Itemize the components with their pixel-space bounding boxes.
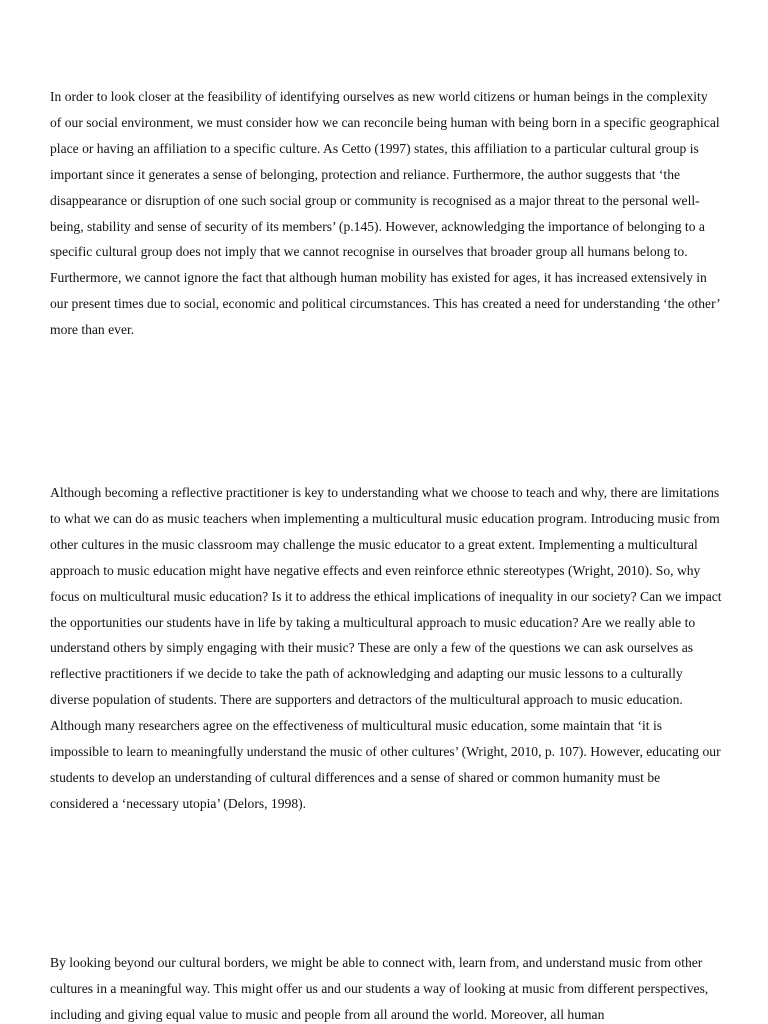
paragraph-cultural-affiliation: In order to look closer at the feasibility of identifying ourselves as new world citizens or human beings in the complexity of our social environment, we must consider how we can reconcile being human with being born in a specific geographical place or having an affiliation to a specific culture. As Cetto (1997) states, this affiliation to a particular cultural group is important since it generates a sense of belonging, protection and reliance. Furthermore, the author suggests that ‘the disappearance or disruption of one such social group or community is recognised as a major threat to the personal well-being, stability and sense of security of its members’ (p.145). However, acknowledging the importance of belonging to a specific cultural group does not imply that we cannot recognise in ourselves that broader group all humans belong to. Furthermore, we cannot ignore the fact that although human mobility has existed for ages, it has increased extensively in our present times due to social, economic and political circumstances. This has created a need for understanding ‘the other’ more than ever.: [50, 89, 720, 338]
paragraph-cultural-borders: By looking beyond our cultural borders, we might be able to connect with, learn from, and understand music from other cultures in a meaningful way. This might offer us and our students a way of looking at music from different perspectives, including and giving equal value to music and people from all around the world. Moreover, all human: [50, 955, 709, 1022]
paragraph-reflective-practitioner: Although becoming a reflective practitioner is key to understanding what we choose to teach and why, there are limitations to what we can do as music teachers when implementing a multicultural music education program. Introducing music from other cultures in the music classroom may challenge the music educator to a great extent. Implementing a multicultural approach to music education might have negative effects and even reinforce ethnic stereotypes (Wright, 2010). So, why focus on multicultural music education? Is it to address the ethical implications of inequality in our society? Can we impact the opportunities our students have in life by taking a multicultural approach to music education? Are we really able to understand others by simply engaging with their music? These are only a few of the questions we can ask ourselves as reflective practitioners if we decide to take the path of acknowledging and adapting our music lessons to a culturally diverse population of students. There are supporters and detractors of the multicultural approach to music education. Although many researchers agree on the effectiveness of multicultural music education, some maintain that ‘it is impossible to learn to meaningfully understand the music of other cultures’ (Wright, 2010, p. 107). However, educating our students to develop an understanding of cultural differences and a sense of shared or common humanity must be considered a ‘necessary utopia’ (Delors, 1998).: [50, 485, 722, 811]
